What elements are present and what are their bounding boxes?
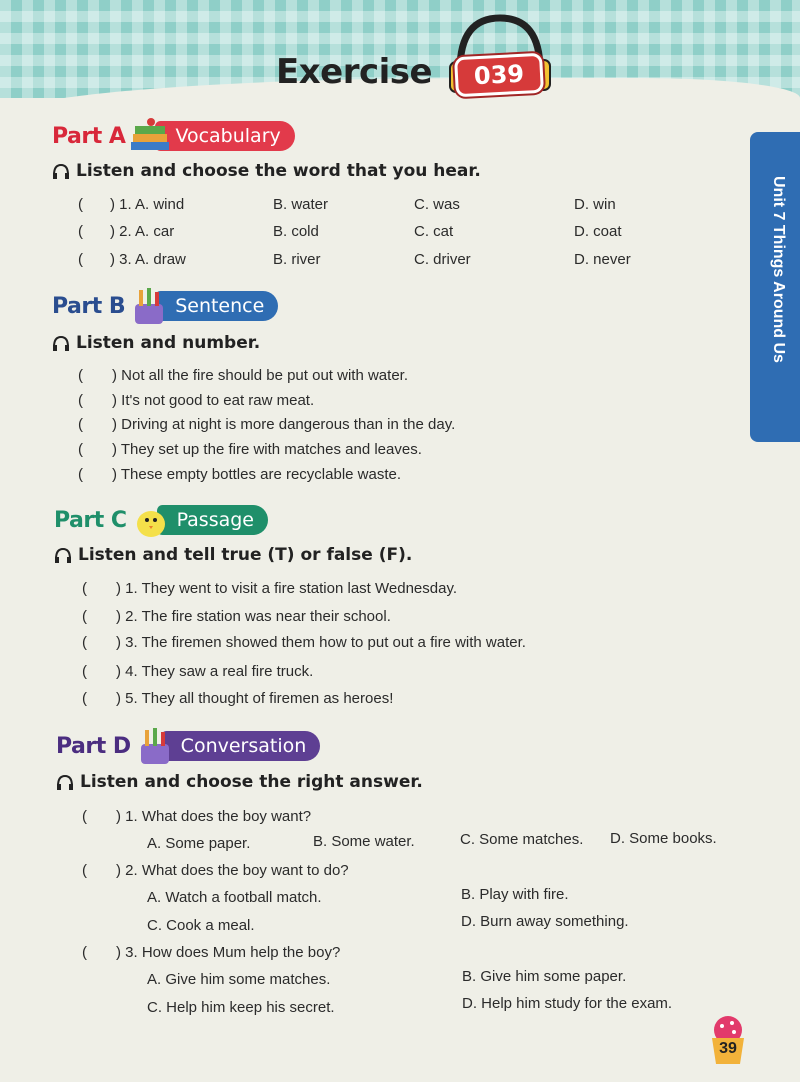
- answer-blank[interactable]: (: [78, 251, 83, 268]
- part-a-item-2-c: C. cat: [414, 223, 454, 240]
- part-d-q1-option-d: D. Some books.: [610, 830, 717, 847]
- part-a-item-3-b: B. river: [273, 251, 321, 268]
- part-a-heading: [52, 116, 295, 156]
- part-d-question-2: ) 2. What does the boy want to do?: [116, 862, 349, 879]
- part-c-instruction: [54, 545, 412, 565]
- part-c-instruction-text: Listen and tell true (T) or false (F).: [78, 545, 413, 565]
- unit-side-tab-label: Unit 7 Things Around Us: [770, 176, 787, 363]
- part-a-item-1-c: C. was: [414, 196, 460, 213]
- answer-blank[interactable]: (: [82, 808, 87, 825]
- part-a-item-1: ) 1. A. wind: [110, 196, 185, 213]
- part-c-item-3: ) 3. The firemen showed them how to put out a fire with water.: [116, 634, 526, 651]
- part-a-item-2-d: D. coat: [574, 223, 622, 240]
- part-b-item-1: ) Not all the fire should be put out with water.: [112, 367, 408, 384]
- answer-blank[interactable]: (: [82, 580, 87, 597]
- part-d-heading: [56, 726, 320, 766]
- part-d-q3-option-a: A. Give him some matches.: [147, 971, 331, 988]
- books-icon: [129, 116, 173, 156]
- part-d-q3-option-b: B. Give him some paper.: [462, 968, 627, 985]
- part-a-instruction-text: Listen and choose the word that you hear.: [76, 161, 481, 181]
- part-c-label: Part C: [54, 507, 127, 533]
- part-d-category: Conversation: [161, 731, 321, 761]
- answer-blank[interactable]: (: [82, 663, 87, 680]
- answer-blank[interactable]: (: [78, 466, 83, 483]
- part-d-q1-option-c: C. Some matches.: [460, 831, 584, 848]
- part-d-q1-option-a: A. Some paper.: [147, 835, 251, 852]
- part-a-item-1-d: D. win: [574, 196, 616, 213]
- answer-blank[interactable]: (: [82, 944, 87, 961]
- exercise-number-badge: 039: [454, 53, 544, 98]
- part-d-question-1: ) 1. What does the boy want?: [116, 808, 312, 825]
- page-number: 39: [719, 1040, 737, 1057]
- part-b-instruction: [52, 333, 260, 353]
- part-b-heading: [52, 286, 278, 326]
- part-d-q2-option-d: D. Burn away something.: [461, 913, 629, 930]
- answer-blank[interactable]: (: [82, 634, 87, 651]
- answer-blank[interactable]: (: [78, 441, 83, 458]
- part-c-item-4: ) 4. They saw a real fire truck.: [116, 663, 314, 680]
- answer-blank[interactable]: (: [82, 608, 87, 625]
- part-d-q2-option-b: B. Play with fire.: [461, 886, 569, 903]
- headphones-icon: [52, 335, 70, 351]
- part-b-item-2: ) It's not good to eat raw meat.: [112, 392, 315, 409]
- part-d-question-3: ) 3. How does Mum help the boy?: [116, 944, 341, 961]
- answer-blank[interactable]: (: [82, 862, 87, 879]
- part-c-item-2: ) 2. The fire station was near their school.: [116, 608, 391, 625]
- part-a-instruction: [52, 161, 481, 181]
- part-b-item-4: ) They set up the fire with matches and leaves.: [112, 441, 422, 458]
- part-c-item-5: ) 5. They all thought of firemen as heroes!: [116, 690, 394, 707]
- part-b-item-3: ) Driving at night is more dangerous than in the day.: [112, 416, 456, 433]
- part-a-item-1-b: B. water: [273, 196, 329, 213]
- part-a-item-3-d: D. never: [574, 251, 631, 268]
- part-d-instruction: [56, 772, 423, 792]
- page-title: Exercise: [276, 52, 433, 92]
- part-d-q3-option-c: C. Help him keep his secret.: [147, 999, 335, 1016]
- part-a-item-3: ) 3. A. draw: [110, 251, 186, 268]
- part-d-q1-option-b: B. Some water.: [313, 833, 415, 850]
- answer-blank[interactable]: (: [78, 367, 83, 384]
- headphones-icon: [54, 547, 72, 563]
- part-b-category: Sentence: [155, 291, 278, 321]
- chick-icon: [131, 500, 175, 540]
- part-a-item-2-b: B. cold: [273, 223, 319, 240]
- part-a-item-2: ) 2. A. car: [110, 223, 175, 240]
- answer-blank[interactable]: (: [78, 392, 83, 409]
- part-d-q3-option-d: D. Help him study for the exam.: [462, 995, 673, 1012]
- part-d-q2-option-c: C. Cook a meal.: [147, 917, 255, 934]
- headphones-icon: [52, 163, 70, 179]
- part-c-item-1: ) 1. They went to visit a fire station last Wednesday.: [116, 580, 457, 597]
- part-a-item-3-c: C. driver: [414, 251, 471, 268]
- part-b-instruction-text: Listen and number.: [76, 333, 261, 353]
- answer-blank[interactable]: (: [82, 690, 87, 707]
- answer-blank[interactable]: (: [78, 223, 83, 240]
- part-c-category: Passage: [157, 505, 268, 535]
- part-d-q2-option-a: A. Watch a football match.: [147, 889, 322, 906]
- pencil-cup-icon: [129, 286, 173, 326]
- answer-blank[interactable]: (: [78, 196, 83, 213]
- part-d-instruction-text: Listen and choose the right answer.: [80, 772, 423, 792]
- part-a-category: Vocabulary: [155, 121, 294, 151]
- headphones-icon: [56, 774, 74, 790]
- part-b-item-5: ) These empty bottles are recyclable waste.: [112, 466, 402, 483]
- part-c-heading: [54, 500, 268, 540]
- part-d-label: Part D: [56, 733, 131, 759]
- part-b-label: Part B: [52, 293, 126, 319]
- part-a-label: Part A: [52, 123, 126, 149]
- pencil-cup-icon: [135, 726, 179, 766]
- answer-blank[interactable]: (: [78, 416, 83, 433]
